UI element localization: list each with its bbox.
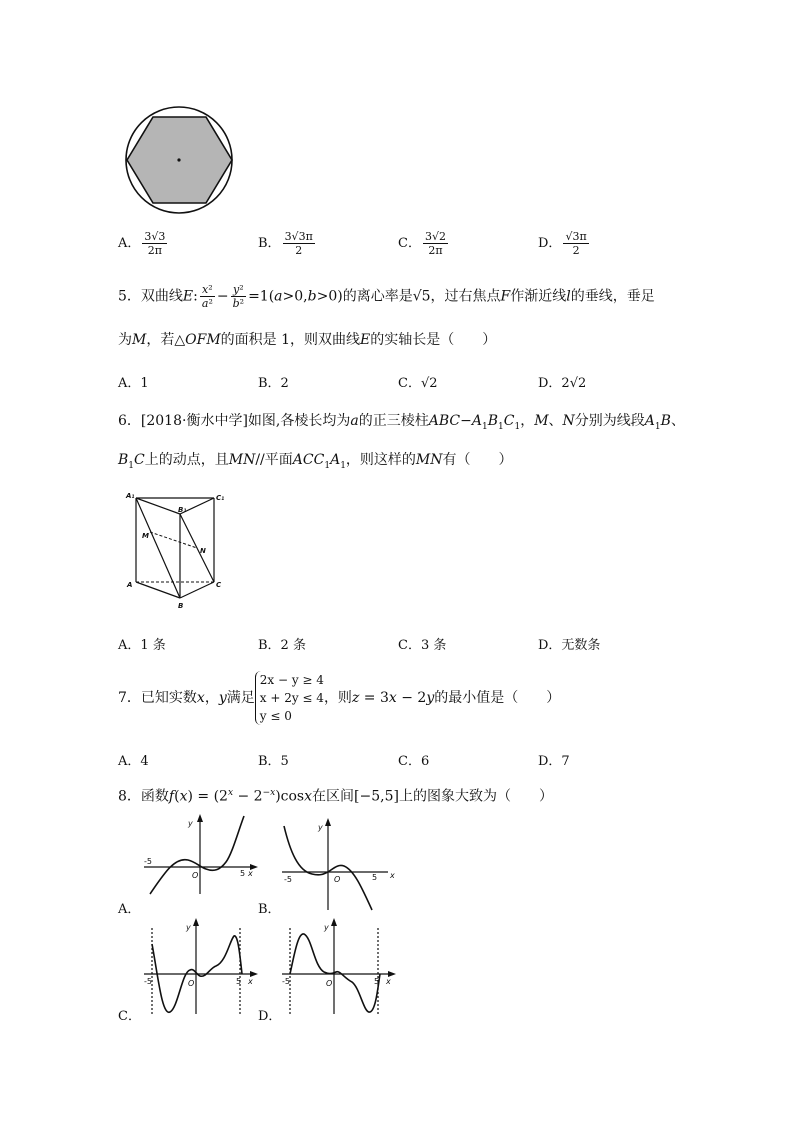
graph-c-x-label: x [248,977,253,986]
q7-option-d: D．7 [538,754,570,769]
q8-option-c: C． [118,1009,141,1024]
graph-c-pos: 5 [236,977,242,986]
q6-option-d: D．无数条 [538,638,601,653]
graph-a-pos: 5 [240,869,246,878]
q5-option-a: A．1 [118,376,149,391]
graph-d-pos: 5 [374,977,380,986]
q5-line-2: 为M，若△OFM的面积是 1，则双曲线E的实轴长是（ ） [118,332,497,348]
graph-a-origin: O [192,871,199,880]
q7-option-c: C．6 [398,754,430,769]
q7-option-a: A．4 [118,754,149,769]
prism-label-c: C [216,581,222,589]
graph-c-origin: O [188,979,195,988]
hexagon-in-circle-figure [122,104,237,216]
graph-c-neg: -5 [144,977,152,986]
graph-d-origin: O [326,979,333,988]
q7-inequality-system: 2x − y ≥ 4 x + 2y ≤ 4 y ≤ 0 [255,671,324,725]
prism-label-n: N [200,547,206,555]
q5-option-d: D．2√2 [538,376,587,391]
graph-c-y-label: y [186,923,191,932]
q6-option-b: B．2 条 [258,638,306,653]
q5-line-1: 5．双曲线E: $\frac{\text{x²}}{\text{a²}}$ − $\frac{\text{y²}}{\text{b²}}$ =1(a>0,b>0)的离心率是√5，过右焦点F作渐近线l的垂线，垂足 [118,283,655,310]
graph-b [278,816,396,912]
prism-label-a: A [127,581,133,589]
q6-option-c: C．3 条 [398,638,447,653]
graph-a [140,812,258,896]
graph-b-pos: 5 [372,873,378,882]
q7-option-b: B．5 [258,754,289,769]
q4-option-c: C． $\frac{3√2}{2\pi}$ [398,230,446,257]
graph-d-y-label: y [324,923,329,932]
q4-option-b: B． $\frac{3√3\pi}{2}$ [258,230,313,257]
q6-option-a: A．1 条 [118,638,166,653]
q4-option-a: A． $\frac{3√3}{2\pi}$ [118,230,166,257]
q4-option-d: D． $\frac{√3\pi}{2}$ [538,230,587,257]
graph-b-y-label: y [318,823,323,832]
q5-option-c: C．√2 [398,376,438,391]
prism-label-a1: A₁ [126,492,135,500]
q8-option-d: D． [258,1009,282,1024]
q8-option-b: B． [258,902,281,917]
graph-d [278,916,396,1016]
graph-c [140,916,258,1016]
graph-b-origin: O [334,875,341,884]
graph-a-x-label: x [248,869,253,878]
prism-label-b: B [178,602,184,610]
graph-b-neg: -5 [284,875,292,884]
q6-line-2: $B_1C$上的动点，且MN//平面$ACC_1A_1$，则这样的MN有（ ） [118,452,513,471]
graph-a-y-label: y [188,819,193,828]
prism-label-c1: C₁ [216,494,225,502]
q6-line-1: 6．[2018·衡水中学]如图,各棱长均为a的正三棱柱$ABC-A_1B_1C_1$，M、N分别为线段$A_1B$、 [118,413,685,432]
graph-b-x-label: x [390,871,395,880]
triangular-prism-figure [122,490,232,612]
q7-line: 7．已知实数x，y满足 2x − y ≥ 4 x + 2y ≤ 4 y ≤ 0 ，则z = 3x − 2y的最小值是（ ） [118,673,561,723]
graph-a-neg: -5 [144,857,152,866]
q5-option-b: B．2 [258,376,289,391]
q8-line: 8．函数$f(x) = (2^x - 2^{-x})\cos x$在区间[−5,5]上的图象大致为（ ） [118,788,553,805]
prism-label-b1: B₁ [178,506,187,514]
graph-d-x-label: x [386,977,391,986]
prism-label-m: M [142,532,149,540]
graph-d-neg: -5 [282,977,290,986]
q8-option-a: A． [118,902,141,917]
